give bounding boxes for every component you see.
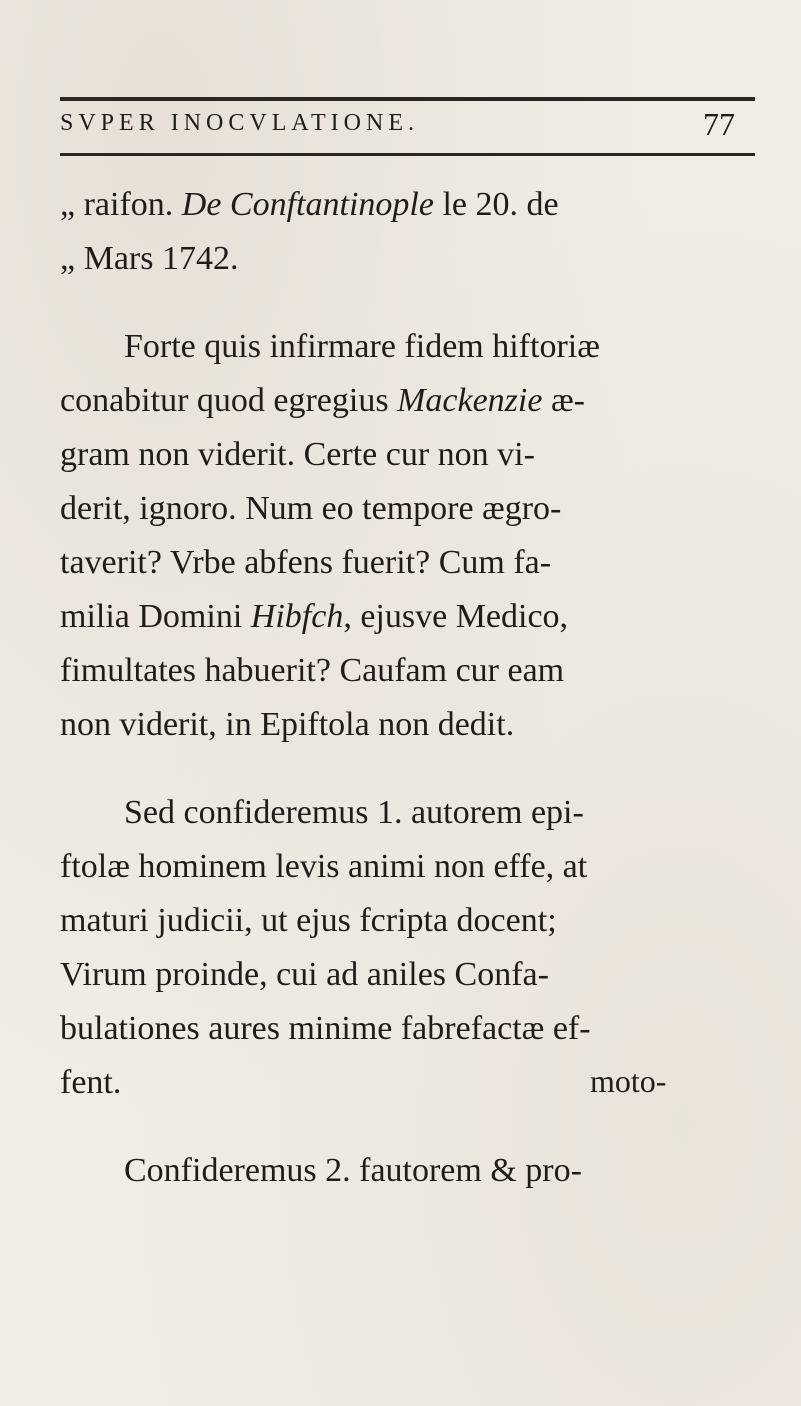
text-line-16: fent. xyxy=(60,1064,122,1101)
header-rule-bottom xyxy=(60,153,755,156)
catchword: moto- xyxy=(590,1063,667,1099)
text-line-17: Confideremus 2. fautorem & pro- xyxy=(124,1152,582,1189)
text-line-5: gram non viderit. Certe cur non vi- xyxy=(60,436,535,473)
text-line-8: milia Domini Hibfch, ejusve Medico, xyxy=(60,598,569,635)
running-head xyxy=(60,106,755,148)
text-line-13: maturi judicii, ut ejus fcripta docent; xyxy=(60,902,557,939)
running-title: SVPER INOCVLATIONE. xyxy=(60,110,419,136)
text-line-6: derit, ignoro. Num eo tempore ægro- xyxy=(60,490,562,527)
text-line-2: „ Mars 1742. xyxy=(60,240,239,277)
text-line-10: non viderit, in Epiftola non dedit. xyxy=(60,706,515,743)
text-line-11: Sed confideremus 1. autorem epi- xyxy=(124,794,584,831)
text-line-9: fimultates habuerit? Caufam cur eam xyxy=(60,652,565,689)
text-line-4: conabitur quod egregius Mackenzie æ- xyxy=(60,382,585,419)
body-text xyxy=(60,178,750,1198)
text-line-12: ftolæ hominem levis animi non effe, at xyxy=(60,848,588,885)
text-line-7: taverit? Vrbe abfens fuerit? Cum fa- xyxy=(60,544,552,581)
text-line-1: „ raifon. De Conftantinople le 20. de xyxy=(60,186,559,223)
header-rule-top xyxy=(60,97,755,101)
text-line-3: Forte quis infirmare fidem hiftoriæ xyxy=(124,328,600,365)
page-number: 77 xyxy=(703,106,735,142)
text-line-15: bulationes aures minime fabrefactæ ef- xyxy=(60,1010,591,1047)
text-line-14: Virum proinde, cui ad aniles Confa- xyxy=(60,956,549,993)
